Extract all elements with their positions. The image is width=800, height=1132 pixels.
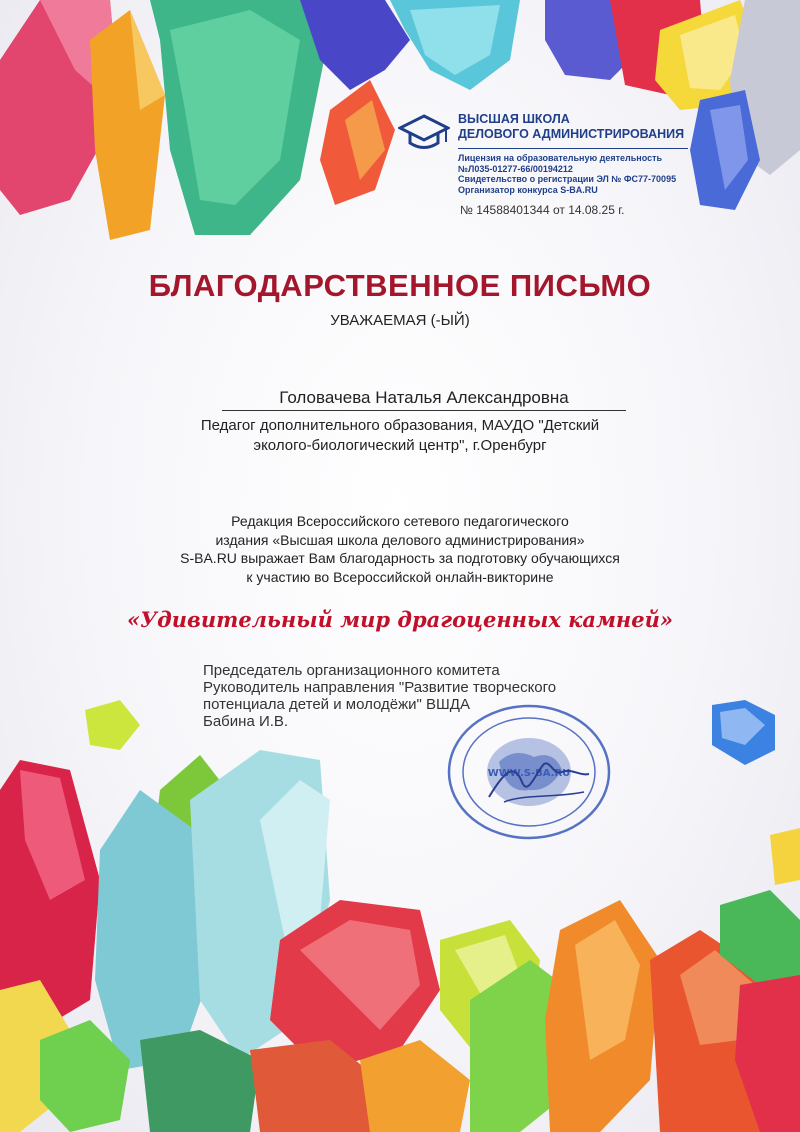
organization-license [458,153,728,195]
license-line2: №Л035-01277-66/00194212 [458,163,573,174]
organization-name-line2: ДЕЛОВОГО АДМИНИСТРИРОВАНИЯ [458,127,685,141]
salutation: УВАЖАЕМАЯ (-ЫЙ) [330,312,470,329]
recipient-name: Головачева Наталья Александровна [222,388,626,411]
organization-header [398,108,718,218]
organization-divider [458,148,688,149]
recipient-position [160,416,640,456]
signer-line4: Бабина И.В. [203,713,289,730]
signer-line2: Руководитель направления "Развитие творческого [203,679,557,696]
body-line3: S-BA.RU выражает Вам благодарность за подготовку обучающихся [180,550,620,566]
organization-name [458,112,718,142]
position-line2: эколого-биологический центр", г.Оренбург [253,437,547,454]
body-line2: издания «Высшая школа делового администрирования» [215,531,585,548]
body-line4: к участию во Всероссийской онлайн-викторине [246,568,554,585]
body-line1: Редакция Всероссийского сетевого педагогического [231,513,569,529]
position-line1: Педагог дополнительного образования, МАУДО "Детский [200,417,600,434]
organization-name-line1: ВЫСШАЯ ШКОЛА [458,112,570,126]
signer-line1: Председатель организационного комитета [203,662,500,679]
license-line4: Организатор конкурса S-BA.RU [458,184,598,195]
document-number: № 14588401344 от 14.08.25 г. [460,203,625,217]
document-title: БЛАГОДАРСТВЕННОЕ ПИСЬМО [148,268,652,303]
seal-inner-text: WWW.S-BA.RU [487,768,571,779]
body-text [130,512,670,586]
event-name: «Удивительный мир драгоценных камней» [127,607,673,632]
license-line3: Свидетельство о регистрации ЭЛ № ФС77-70095 [458,174,677,184]
official-seal [444,702,614,842]
graduation-cap-icon [398,112,450,152]
license-line1: Лицензия на образовательную деятельность [458,153,663,163]
signer-line3: потенциала детей и молодёжи" ВШДА [203,696,470,713]
